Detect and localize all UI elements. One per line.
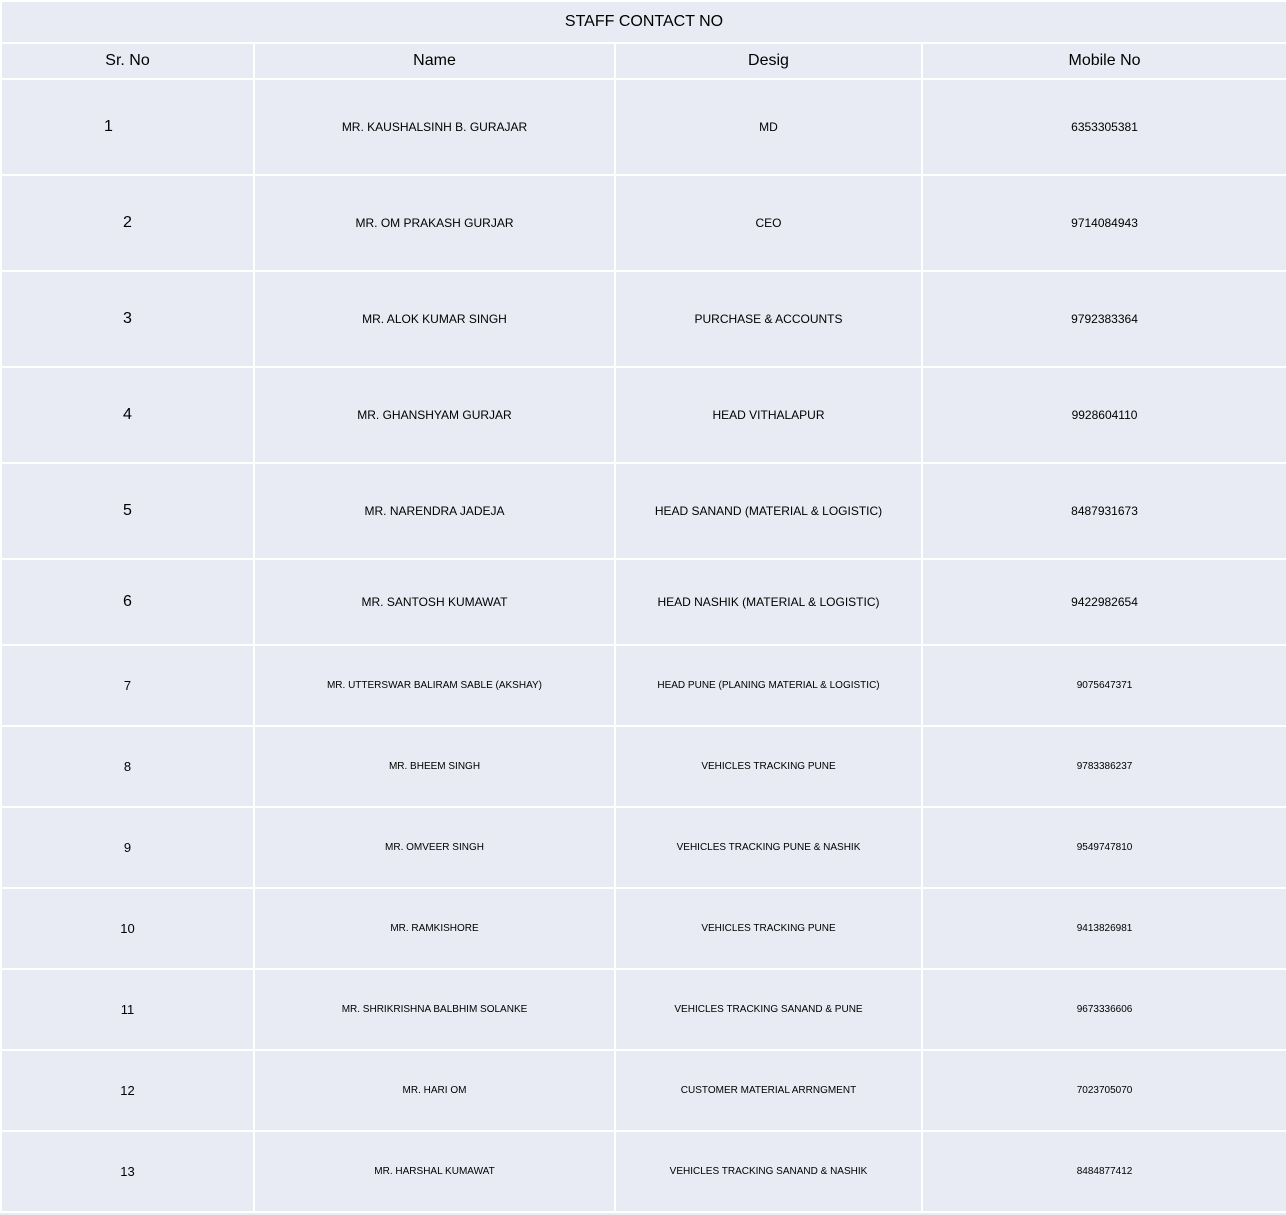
table-row <box>1 271 1286 367</box>
sr-no-cell: 5 <box>1 463 254 559</box>
desig-cell: VEHICLES TRACKING SANAND & NASHIK <box>615 1131 922 1212</box>
mobile-cell: 9413826981 <box>922 888 1286 969</box>
sr-no-cell: 10 <box>1 888 254 969</box>
desig-cell: HEAD VITHALAPUR <box>615 367 922 463</box>
name-cell: MR. GHANSHYAM GURJAR <box>254 367 615 463</box>
name-cell: MR. NARENDRA JADEJA <box>254 463 615 559</box>
header-mobile-no: Mobile No <box>922 43 1286 79</box>
header-name: Name <box>254 43 615 79</box>
table-row <box>1 645 1286 726</box>
sr-no-cell: 9 <box>1 807 254 888</box>
mobile-cell: 6353305381 <box>922 79 1286 175</box>
table-title: STAFF CONTACT NO <box>1 1 1286 43</box>
table-row <box>1 969 1286 1050</box>
name-cell: MR. HARI OM <box>254 1050 615 1131</box>
table-row <box>1 79 1286 175</box>
title-row <box>1 1 1286 43</box>
sr-no-cell: 6 <box>1 559 254 645</box>
desig-cell: PURCHASE & ACCOUNTS <box>615 271 922 367</box>
sr-no-cell: 2 <box>1 175 254 271</box>
table-row <box>1 463 1286 559</box>
desig-cell: HEAD NASHIK (MATERIAL & LOGISTIC) <box>615 559 922 645</box>
desig-cell: CUSTOMER MATERIAL ARRNGMENT <box>615 1050 922 1131</box>
name-cell: MR. KAUSHALSINH B. GURAJAR <box>254 79 615 175</box>
mobile-cell: 9792383364 <box>922 271 1286 367</box>
name-cell: MR. OMVEER SINGH <box>254 807 615 888</box>
header-desig: Desig <box>615 43 922 79</box>
header-row <box>1 43 1286 79</box>
sr-no-cell: 13 <box>1 1131 254 1212</box>
sr-no-cell: 4 <box>1 367 254 463</box>
sr-no-cell: 8 <box>1 726 254 807</box>
desig-cell: VEHICLES TRACKING PUNE <box>615 888 922 969</box>
table-row <box>1 175 1286 271</box>
mobile-cell: 9549747810 <box>922 807 1286 888</box>
name-cell: MR. HARSHAL KUMAWAT <box>254 1131 615 1212</box>
table-row <box>1 726 1286 807</box>
desig-cell: MD <box>615 79 922 175</box>
desig-cell: VEHICLES TRACKING SANAND & PUNE <box>615 969 922 1050</box>
desig-cell: HEAD SANAND (MATERIAL & LOGISTIC) <box>615 463 922 559</box>
table-row <box>1 367 1286 463</box>
table-row <box>1 1050 1286 1131</box>
table-row <box>1 888 1286 969</box>
sr-no-cell: 7 <box>1 645 254 726</box>
header-sr-no: Sr. No <box>1 43 254 79</box>
mobile-cell: 9422982654 <box>922 559 1286 645</box>
name-cell: MR. UTTERSWAR BALIRAM SABLE (AKSHAY) <box>254 645 615 726</box>
sr-no-cell: 1 <box>1 79 254 175</box>
mobile-cell: 8487931673 <box>922 463 1286 559</box>
mobile-cell: 9075647371 <box>922 645 1286 726</box>
name-cell: MR. OM PRAKASH GURJAR <box>254 175 615 271</box>
name-cell: MR. ALOK KUMAR SINGH <box>254 271 615 367</box>
desig-cell: CEO <box>615 175 922 271</box>
mobile-cell: 9783386237 <box>922 726 1286 807</box>
mobile-cell: 9673336606 <box>922 969 1286 1050</box>
table-row <box>1 807 1286 888</box>
name-cell: MR. SHRIKRISHNA BALBHIM SOLANKE <box>254 969 615 1050</box>
sr-no-cell: 3 <box>1 271 254 367</box>
table-row <box>1 559 1286 645</box>
mobile-cell: 7023705070 <box>922 1050 1286 1131</box>
sr-no-cell: 12 <box>1 1050 254 1131</box>
mobile-cell: 9714084943 <box>922 175 1286 271</box>
table-row <box>1 1131 1286 1212</box>
desig-cell: VEHICLES TRACKING PUNE <box>615 726 922 807</box>
desig-cell: VEHICLES TRACKING PUNE & NASHIK <box>615 807 922 888</box>
name-cell: MR. BHEEM SINGH <box>254 726 615 807</box>
name-cell: MR. SANTOSH KUMAWAT <box>254 559 615 645</box>
desig-cell: HEAD PUNE (PLANING MATERIAL & LOGISTIC) <box>615 645 922 726</box>
mobile-cell: 8484877412 <box>922 1131 1286 1212</box>
sr-no-cell: 11 <box>1 969 254 1050</box>
mobile-cell: 9928604110 <box>922 367 1286 463</box>
name-cell: MR. RAMKISHORE <box>254 888 615 969</box>
